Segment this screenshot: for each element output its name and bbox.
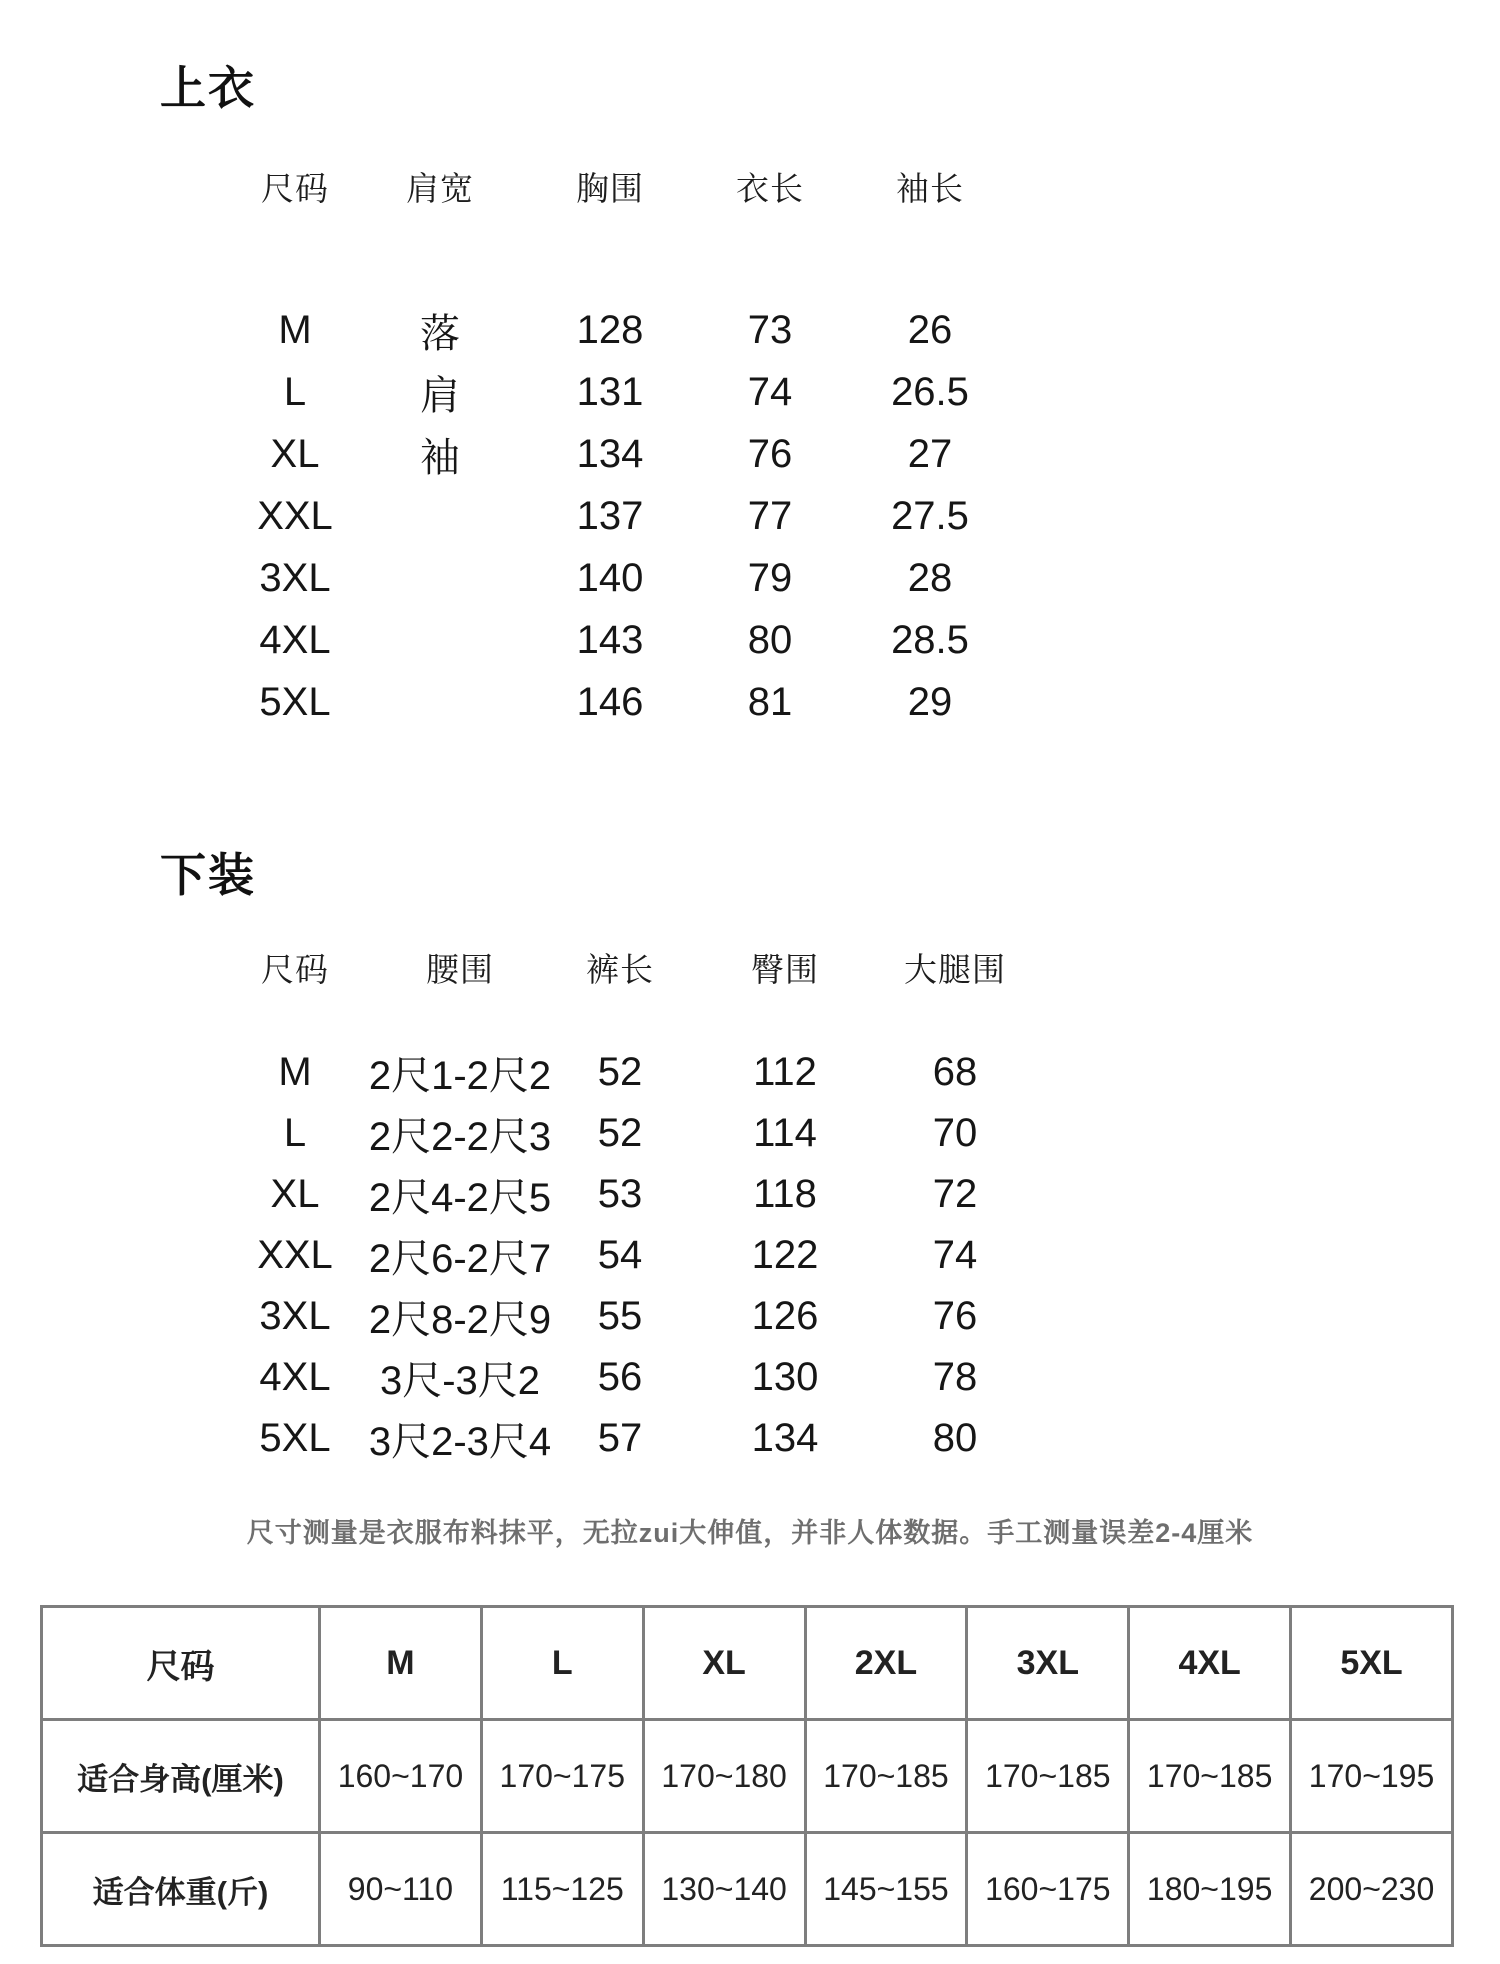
bottoms-row-hip: 134 [751,1416,819,1460]
bottoms-row-hip: 130 [751,1355,819,1399]
tops-row-chest: 131 [576,369,644,414]
tops-row-shoulder: 袖 [420,435,460,480]
tops-row-size: XXL [257,493,333,538]
bottoms-row-size: 3XL [259,1294,331,1338]
bottoms-row-waist: 2尺8-2尺9 [368,1298,552,1342]
fit-header-size-label: 尺码 [42,1607,320,1720]
bottoms-row-pant: 57 [597,1416,643,1460]
bottoms-row-waist: 2尺2-2尺3 [368,1115,552,1159]
tops-row-chest: 140 [576,555,644,600]
fit-header-size: 5XL [1291,1607,1453,1720]
tops-row-sleeve: 28.5 [891,617,969,662]
bottoms-row-thigh: 78 [932,1355,978,1399]
bottoms-row-size: 5XL [259,1416,331,1460]
fit-weight-value: 145~155 [805,1833,967,1946]
tops-row-shoulder [350,671,530,733]
bottoms-row-hip: 112 [753,1050,817,1094]
tops-row-sleeve: 26.5 [891,369,969,414]
tops-header-size: 尺码 [261,169,329,207]
bottoms-row-size: M [278,1050,312,1094]
tops-row-size: XL [270,431,320,476]
fit-table-header-row [42,1607,1453,1720]
fit-height-value: 170~175 [481,1720,643,1833]
fit-header-size: 3XL [967,1607,1129,1720]
bottoms-header-size: 尺码 [261,950,329,988]
tops-row-shoulder [350,485,530,547]
bottoms-row-thigh: 72 [932,1172,978,1216]
bottoms-row-hip: 114 [753,1111,817,1155]
fit-height-label: 适合身高(厘米) [42,1720,320,1833]
bottoms-row-hip: 118 [753,1172,817,1216]
tops-header-sleeve: 袖长 [896,169,964,207]
bottoms-header-thigh: 大腿围 [904,950,1006,988]
fit-weight-value: 90~110 [320,1833,482,1946]
fit-weight-value: 160~175 [967,1833,1129,1946]
bottoms-row-waist: 3尺-3尺2 [379,1359,541,1403]
tops-row-shoulder [350,609,530,671]
fit-height-value: 170~195 [1291,1720,1453,1833]
fit-height-value: 170~185 [1129,1720,1291,1833]
tops-table-header [240,166,1010,206]
fit-header-size: 4XL [1129,1607,1291,1720]
bottoms-row-thigh: 80 [932,1416,978,1460]
bottoms-header-pant: 裤长 [586,950,654,988]
bottoms-row-pant: 52 [597,1050,643,1094]
bottoms-header-waist: 腰围 [426,950,494,988]
bottoms-row-size: XL [270,1172,320,1216]
measurement-disclaimer-note: 尺寸测量是衣服布料抹平，无拉zui大伸值，并非人体数据。手工测量误差2-4厘米 [246,1518,1254,1548]
tops-row-length: 79 [747,555,793,600]
bottoms-row-size: 4XL [259,1355,331,1399]
tops-row-size: M [278,307,312,352]
tops-row-size: 4XL [259,617,331,662]
tops-section-title: 上衣 [160,62,256,114]
bottoms-row-pant: 55 [597,1294,643,1338]
tops-row-length: 73 [747,307,793,352]
fit-height-value: 170~185 [805,1720,967,1833]
bottoms-row-pant: 52 [597,1111,643,1155]
fit-weight-value: 180~195 [1129,1833,1291,1946]
bottoms-header-hip: 臀围 [751,950,819,988]
bottoms-row-pant: 53 [597,1172,643,1216]
bottoms-row-hip: 126 [751,1294,819,1338]
tops-row-sleeve: 27.5 [891,493,969,538]
tops-size-table [240,299,1010,733]
tops-header-shoulder: 肩宽 [406,169,474,207]
tops-header-length: 衣长 [736,169,804,207]
tops-row-chest: 137 [576,493,644,538]
bottoms-row-thigh: 76 [932,1294,978,1338]
tops-row-length: 80 [747,617,793,662]
bottoms-row-thigh: 70 [932,1111,978,1155]
tops-row-length: 77 [747,493,793,538]
tops-row-shoulder: 肩 [420,373,460,418]
bottoms-row-hip: 122 [751,1233,819,1277]
bottoms-row-pant: 56 [597,1355,643,1399]
fit-weight-value: 115~125 [481,1833,643,1946]
bottoms-row-waist: 3尺2-3尺4 [368,1420,552,1464]
bottoms-row-size: XXL [257,1233,333,1277]
fit-header-size: XL [643,1607,805,1720]
tops-row-shoulder: 落 [420,311,460,356]
fit-height-value: 170~185 [967,1720,1129,1833]
bottoms-size-table [240,1042,1010,1469]
fit-height-value: 160~170 [320,1720,482,1833]
bottoms-table-header [240,947,1010,987]
bottoms-row-thigh: 68 [932,1050,978,1094]
bottoms-row-size: L [283,1111,307,1155]
tops-row-chest: 128 [576,307,644,352]
bottoms-section-title: 下装 [160,849,256,901]
tops-header-chest: 胸围 [576,169,644,207]
fit-weight-value: 130~140 [643,1833,805,1946]
fit-weight-value: 200~230 [1291,1833,1453,1946]
bottoms-row-thigh: 74 [932,1233,978,1277]
tops-row-size: L [283,369,307,414]
tops-row-size: 5XL [259,679,331,724]
bottoms-row-waist: 2尺4-2尺5 [368,1176,552,1220]
bottoms-row-waist: 2尺6-2尺7 [368,1237,552,1281]
tops-row-chest: 146 [576,679,644,724]
tops-row-sleeve: 27 [907,431,953,476]
fit-recommendation-table [40,1605,1454,1947]
bottoms-row-waist: 2尺1-2尺2 [368,1054,552,1098]
tops-row-size: 3XL [259,555,331,600]
fit-header-size: L [481,1607,643,1720]
fit-header-size: M [320,1607,482,1720]
bottoms-row-pant: 54 [597,1233,643,1277]
tops-row-chest: 143 [576,617,644,662]
fit-table-height-row [42,1720,1453,1833]
fit-height-value: 170~180 [643,1720,805,1833]
tops-row-length: 81 [747,679,793,724]
fit-weight-label: 适合体重(斤) [42,1833,320,1946]
fit-table-weight-row [42,1833,1453,1946]
tops-row-length: 74 [747,369,793,414]
tops-row-sleeve: 26 [907,307,953,352]
tops-row-sleeve: 28 [907,555,953,600]
fit-header-size: 2XL [805,1607,967,1720]
tops-row-chest: 134 [576,431,644,476]
tops-row-length: 76 [747,431,793,476]
tops-row-sleeve: 29 [907,679,953,724]
tops-row-shoulder [350,547,530,609]
